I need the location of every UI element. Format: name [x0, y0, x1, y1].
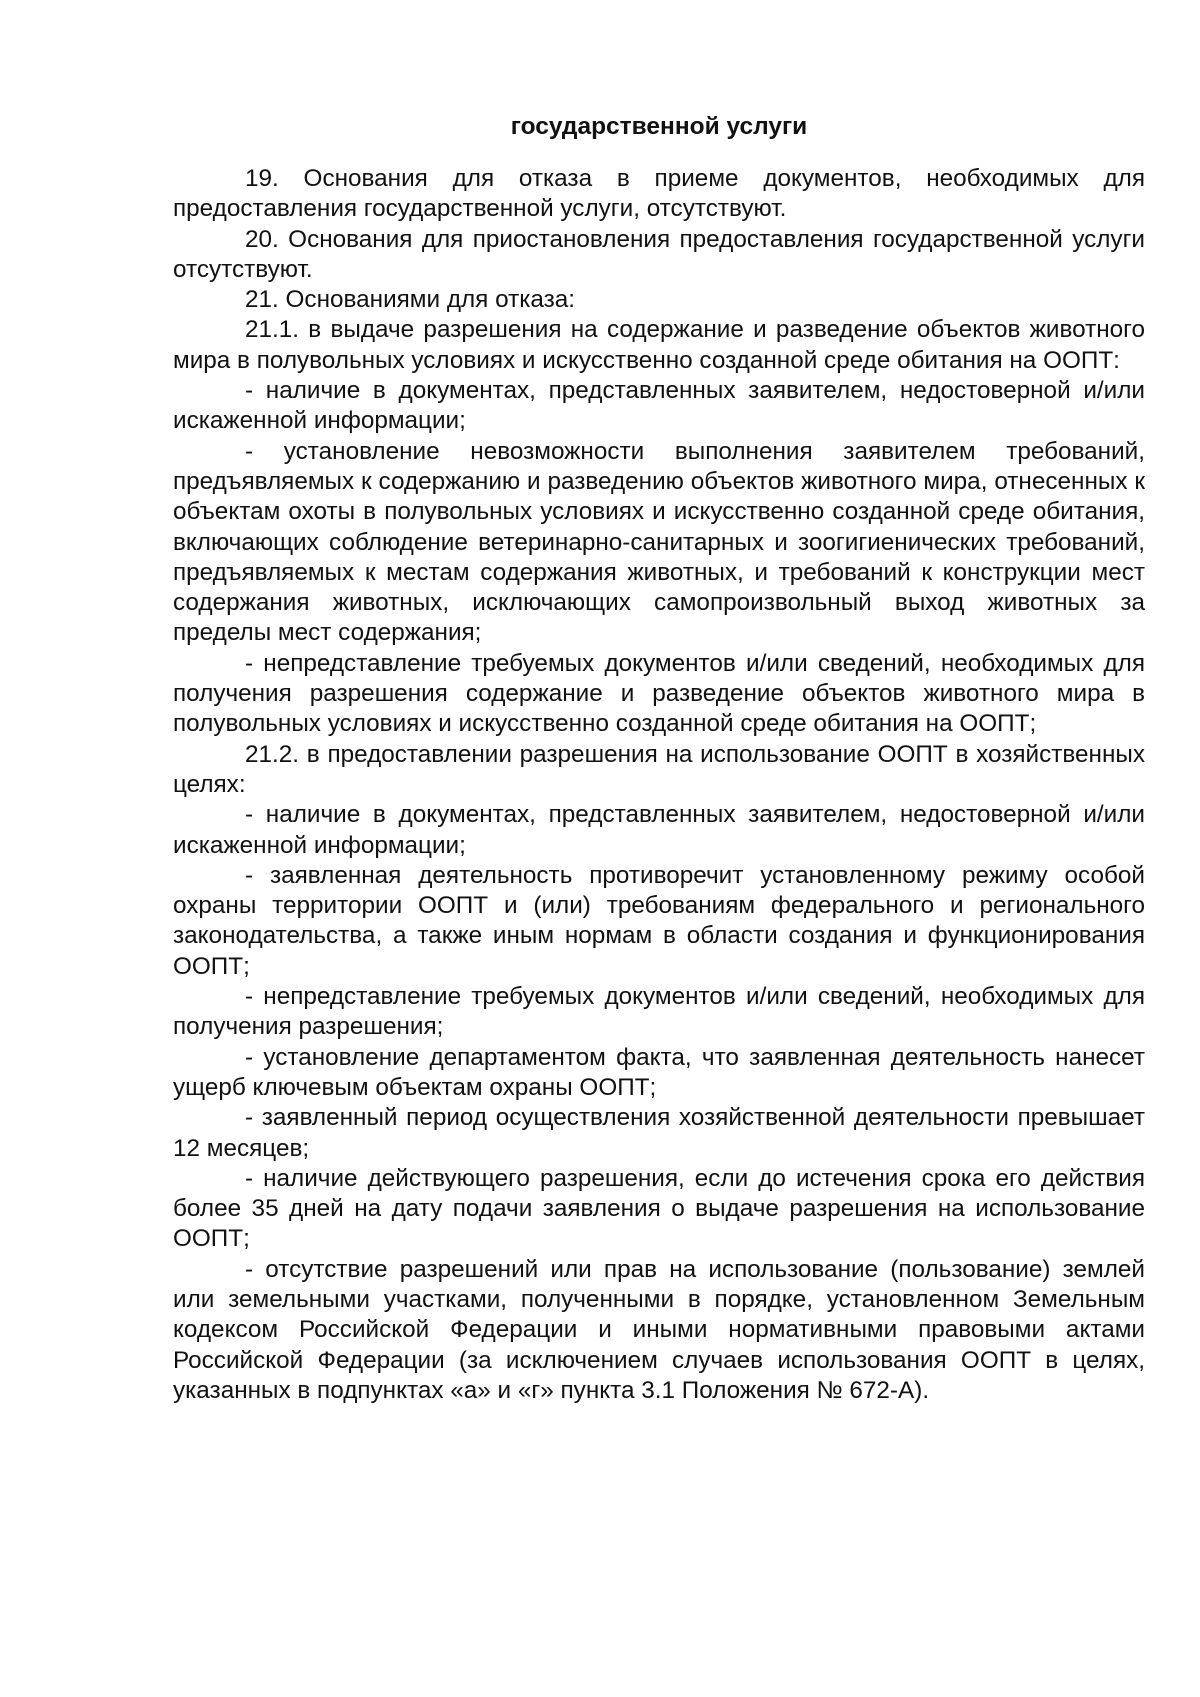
- paragraph-21: 21. Основаниями для отказа:: [245, 286, 576, 314]
- document-body: [173, 112, 1145, 1406]
- list-item: - отсутствие разрешений или прав на использование (пользование) землей или земельными участками, полученными в порядке, установленном Земельным кодексом Российской Федерации и иными нормативными правовыми актами Российской Федерации (за исключением случаев использования ООПТ в целях, указанных в подпунктах «а» и «г» пункта 3.1 Положения № 672-А).: [173, 1255, 1145, 1404]
- list-item: - установление невозможности выполнения заявителем требований, предъявляемых к содержанию и разведению объектов животного мира, отнесенных к объектам охоты в полувольных условиях и искусственно созданной среде обитания, включающих соблюдение ветеринарно-санитарных и зоогигиенических требований, предъявляемых к местам содержания животных, и требований к конструкции мест содержания животных, исключающих самопроизвольный выход животных за пределы мест содержания;: [173, 437, 1145, 647]
- paragraph-21-2: 21.2. в предоставлении разрешения на использование ООПТ в хозяйственных целях:: [173, 740, 1145, 798]
- list-item: - непредставление требуемых документов и/или сведений, необходимых для получения разрешения содержание и разведение объектов животного мира в полувольных условиях и искусственно созданной среде обитания на ООПТ;: [173, 649, 1145, 738]
- paragraph-20: 20. Основания для приостановления предоставления государственной услуги отсутствуют.: [173, 225, 1145, 283]
- list-item: - заявленная деятельность противоречит установленному режиму особой охраны территории ООПТ и (или) требованиям федерального и регионального законодательства, а также иным нормам в области создания и функционирования ООПТ;: [173, 861, 1145, 980]
- paragraph-21-1: 21.1. в выдаче разрешения на содержание и разведение объектов животного мира в полувольных условиях и искусственно созданной среде обитания на ООПТ:: [173, 316, 1145, 374]
- list-item: - наличие в документах, представленных заявителем, недостоверной и/или искаженной информации;: [173, 377, 1145, 435]
- list-item: - установление департаментом факта, что заявленная деятельность нанесет ущерб ключевым объектам охраны ООПТ;: [173, 1043, 1145, 1101]
- list-item: - заявленный период осуществления хозяйственной деятельности превышает 12 месяцев;: [173, 1104, 1145, 1162]
- list-item: - непредставление требуемых документов и/или сведений, необходимых для получения разрешения;: [173, 983, 1145, 1041]
- section-heading: государственной услуги: [510, 113, 808, 140]
- list-item: - наличие в документах, представленных заявителем, недостоверной и/или искаженной информации;: [173, 801, 1145, 859]
- paragraph-19: 19. Основания для отказа в приеме документов, необходимых для предоставления государственной услуги, отсутствуют.: [173, 165, 1145, 223]
- list-item: - наличие действующего разрешения, если до истечения срока его действия более 35 дней на дату подачи заявления о выдаче разрешения на использование ООПТ;: [173, 1164, 1145, 1253]
